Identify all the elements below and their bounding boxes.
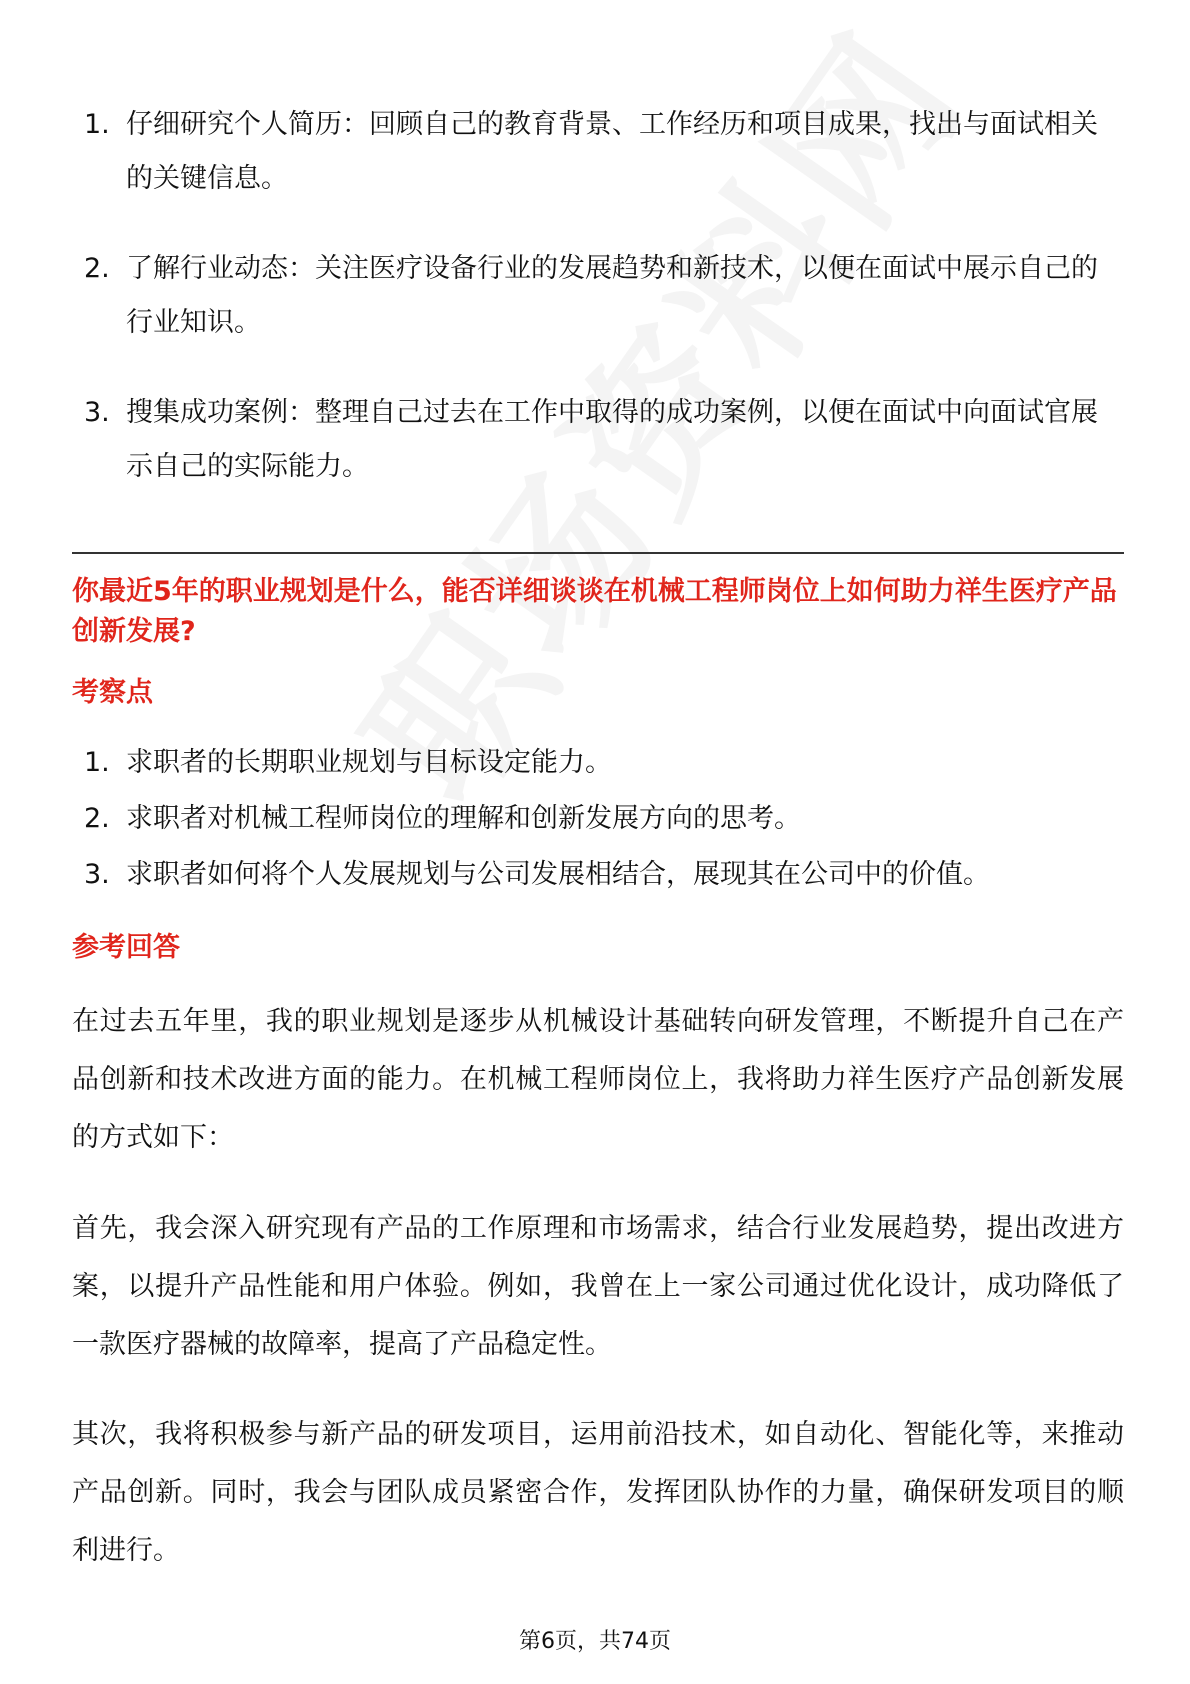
preparation-list (72, 98, 1122, 530)
answer-paragraph: 在过去五年里，我的职业规划是逐步从机械设计基础转向研发管理，不断提升自己在产品创新和技术改进方面的能力。在机械工程师岗位上，我将助力祥生医疗产品创新发展的方式如下： (72, 1006, 1124, 1153)
list-number: 2. (84, 803, 110, 834)
section-divider (72, 552, 1124, 554)
list-item (72, 386, 1122, 494)
list-item (72, 242, 1122, 350)
page-footer: 第6页，共74页 (519, 1629, 671, 1654)
list-number: 2. (84, 253, 110, 284)
list-number: 3. (84, 859, 110, 890)
list-item (72, 735, 1122, 791)
list-text: 搜集成功案例：整理自己过去在工作中取得的成功案例，以便在面试中向面试官展示自己的实际能力。 (126, 397, 1098, 482)
list-text: 求职者对机械工程师岗位的理解和创新发展方向的思考。 (126, 803, 801, 834)
answer-paragraph: 其次，我将积极参与新产品的研发项目，运用前沿技术，如自动化、智能化等，来推动产品创新。同时，我会与团队成员紧密合作，发挥团队协作的力量，确保研发项目的顺利进行。 (72, 1419, 1124, 1566)
list-text: 求职者的长期职业规划与目标设定能力。 (126, 747, 612, 778)
list-number: 1. (84, 747, 110, 778)
list-text: 了解行业动态：关注医疗设备行业的发展趋势和新技术，以便在面试中展示自己的行业知识。 (126, 253, 1098, 338)
list-text: 仔细研究个人简历：回顾自己的教育背景、工作经历和项目成果，找出与面试相关的关键信息。 (126, 109, 1098, 194)
focus-list (72, 735, 1122, 903)
list-number: 3. (84, 397, 110, 428)
list-item (72, 98, 1122, 206)
list-item (72, 791, 1122, 847)
focus-title: 考察点 (72, 677, 153, 708)
answer-title: 参考回答 (72, 932, 180, 963)
list-number: 1. (84, 109, 110, 140)
answer-paragraph: 首先，我会深入研究现有产品的工作原理和市场需求，结合行业发展趋势，提出改进方案，以提升产品性能和用户体验。例如，我曾在上一家公司通过优化设计，成功降低了一款医疗器械的故障率，提高了产品稳定性。 (72, 1213, 1124, 1360)
question-heading: 你最近5年的职业规划是什么，能否详细谈谈在机械工程师岗位上如何助力祥生医疗产品创新发展? (72, 576, 1117, 647)
list-text: 求职者如何将个人发展规划与公司发展相结合，展现其在公司中的价值。 (126, 859, 990, 890)
list-item (72, 847, 1122, 903)
